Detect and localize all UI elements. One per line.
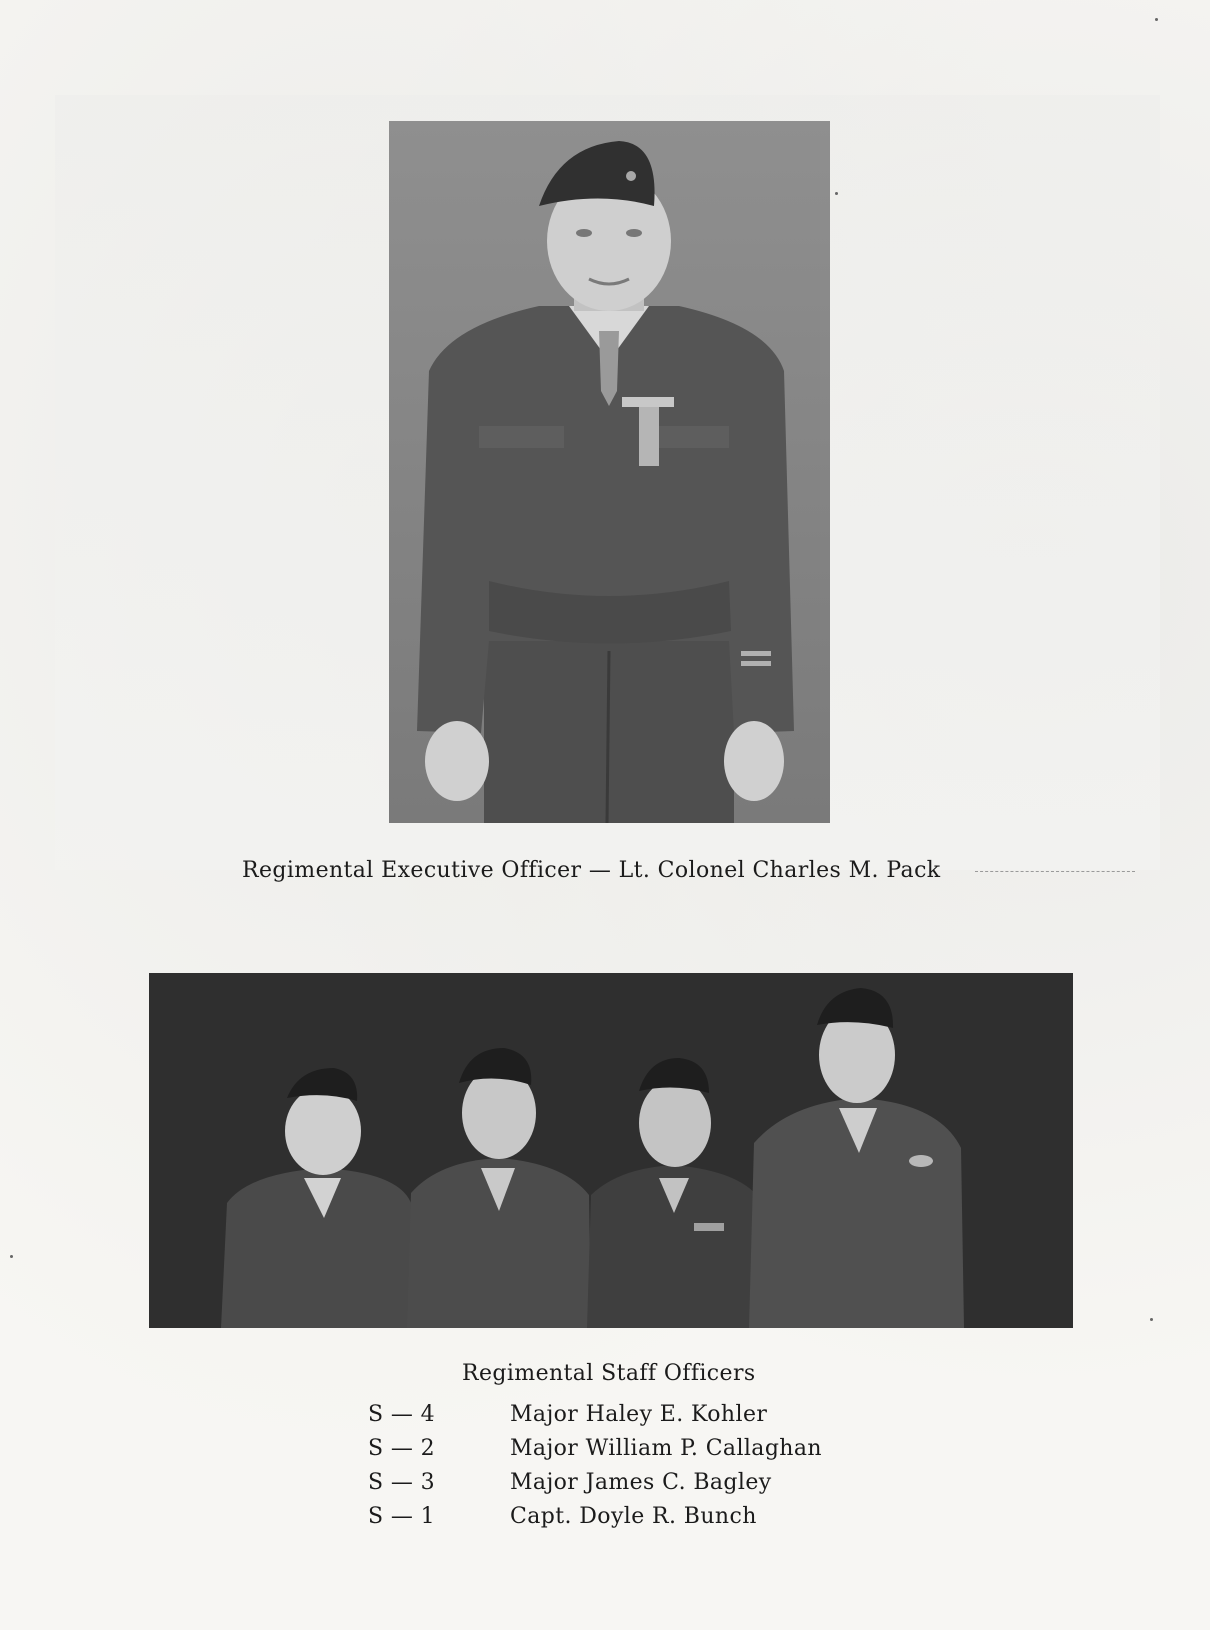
- paper-speck: [1155, 18, 1158, 21]
- list-item: [368, 1431, 822, 1465]
- officer-name: Major James C. Bagley: [510, 1469, 772, 1495]
- paper-speck: [10, 1255, 13, 1258]
- paper-speck: [835, 192, 838, 195]
- staff-section-code: S — 2: [368, 1435, 436, 1461]
- staff-section-code: S — 1: [368, 1503, 436, 1529]
- list-item: [368, 1465, 822, 1499]
- executive-officer-caption: Regimental Executive Officer — Lt. Colonel Charles M. Pack: [242, 858, 941, 883]
- staff-officers-title: Regimental Staff Officers: [462, 1361, 756, 1386]
- officer-name: Capt. Doyle R. Bunch: [510, 1503, 757, 1529]
- staff-section-code: S — 3: [368, 1469, 436, 1495]
- staff-officer-list: [368, 1397, 822, 1533]
- list-item: [368, 1499, 822, 1533]
- paper-speck: [1150, 1318, 1153, 1321]
- caption-dash-line: [975, 871, 1135, 872]
- executive-officer-photo: [389, 121, 830, 823]
- list-item: [368, 1397, 822, 1431]
- officer-name: Major William P. Callaghan: [510, 1435, 822, 1461]
- officer-name: Major Haley E. Kohler: [510, 1401, 768, 1427]
- staff-officers-photo: [149, 973, 1073, 1328]
- staff-section-code: S — 4: [368, 1401, 436, 1427]
